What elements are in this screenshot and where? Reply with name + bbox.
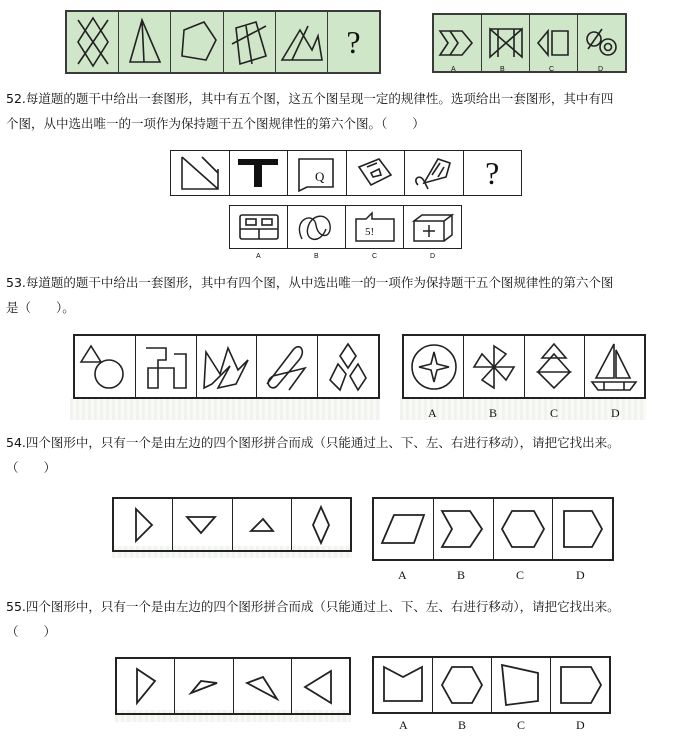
q55-text-line1: 55.四个图形中，只有一个是由左边的四个图形拼合而成（只能通过上、下、左、右进行移动），请把它找出来。	[6, 599, 620, 614]
q55-text-line2: （ ）	[6, 624, 57, 639]
q51-options-strip	[432, 13, 627, 73]
q52-figure-3-text: Q	[314, 169, 325, 184]
q54-options-strip	[372, 497, 614, 561]
q53-options-strip	[402, 334, 646, 399]
q54-text-line2: （ ）	[6, 460, 57, 475]
q51-question-cell	[327, 12, 379, 72]
q55-options-strip	[372, 656, 611, 714]
q52-question-text	[6, 86, 694, 136]
q51-figure-3	[170, 12, 222, 72]
q54-piece-1	[114, 499, 172, 550]
q51-question-mark: ?	[346, 23, 361, 60]
q55-option-a[interactable]	[374, 658, 432, 712]
q51-option-b[interactable]	[481, 15, 529, 71]
q53-figure-3	[196, 336, 257, 397]
q55-question-text	[6, 594, 694, 644]
q52-option-c[interactable]	[345, 206, 403, 248]
q55-option-b[interactable]	[432, 658, 491, 712]
q51-figure-2	[118, 12, 170, 72]
q54-text-line1: 54.四个图形中，只有一个是由左边的四个图形拼合而成（只能通过上、下、左、右进行移动），请把它找出来。	[6, 435, 620, 450]
q54-option-a[interactable]	[374, 499, 433, 559]
q53-option-c[interactable]	[524, 336, 584, 397]
q52-question-mark: ?	[485, 154, 500, 191]
q52-options-strip	[229, 205, 462, 249]
q51-label-c: C	[549, 66, 555, 73]
q55-piece-1	[117, 659, 174, 713]
q53-figure-4	[256, 336, 317, 397]
q53-figure-5	[317, 336, 378, 397]
q53-text-line2: 是（ ）。	[6, 300, 75, 315]
q52-option-b[interactable]	[287, 206, 345, 248]
q52-figure-2	[229, 151, 288, 195]
q53-option-d[interactable]	[584, 336, 644, 397]
q55-label-d: D	[576, 718, 585, 732]
q51-option-d[interactable]	[577, 15, 625, 71]
q55-piece-4	[291, 659, 349, 713]
q51-label-d: D	[598, 66, 604, 73]
q53-figure-2	[135, 336, 196, 397]
q53-option-a[interactable]	[404, 336, 463, 397]
q52-question-strip	[170, 150, 522, 196]
q53-question-text	[6, 270, 694, 320]
q53-label-a: A	[428, 406, 437, 420]
scan-artifact	[70, 398, 380, 420]
q54-question-strip	[112, 497, 352, 552]
q52-option-d[interactable]	[403, 206, 461, 248]
q52-question-cell	[463, 151, 522, 195]
q53-text-line1: 53.每道题的题干中给出一套图形，其中有四个图，从中选出唯一的一项作为保持题干五个图规律性的第六个图	[6, 275, 614, 290]
q53-option-b[interactable]	[463, 336, 523, 397]
q51-question-strip	[65, 10, 381, 74]
q55-piece-2	[174, 659, 232, 713]
q53-label-b: B	[489, 406, 498, 420]
q53-label-c: C	[550, 406, 559, 420]
q52-figure-4	[346, 151, 405, 195]
q51-option-c[interactable]	[529, 15, 577, 71]
q55-label-c: C	[517, 718, 526, 732]
q52-label-c: C	[372, 253, 378, 260]
q51-figure-5	[275, 12, 327, 72]
q54-piece-2	[172, 499, 231, 550]
q52-label-a: A	[256, 253, 261, 260]
q52-text-line1: 52.每道题的题干中给出一套图形，其中有五个图，这五个图呈现一定的规律性。选项给出一套图形，其中有四	[6, 91, 614, 106]
q55-piece-3	[233, 659, 291, 713]
q54-piece-4	[291, 499, 350, 550]
q54-label-b: B	[457, 568, 466, 582]
q52-figure-5	[404, 151, 463, 195]
q54-label-a: A	[398, 568, 407, 582]
q52-option-a[interactable]	[230, 206, 287, 248]
q54-question-text	[6, 430, 694, 480]
q52-figure-1	[171, 151, 229, 195]
q54-label-c: C	[516, 568, 525, 582]
q52-option-c-text: 5!	[364, 226, 374, 238]
q53-label-d: D	[611, 406, 620, 420]
q55-label-a: A	[399, 718, 408, 732]
q52-label-b: B	[314, 253, 319, 260]
q52-text-line2: 个图，从中选出唯一的一项作为保持题干五个图规律性的第六个图。（ ）	[6, 116, 425, 131]
q55-question-strip	[115, 657, 351, 715]
q55-label-b: B	[458, 718, 467, 732]
q54-option-b[interactable]	[433, 499, 493, 559]
q51-label-b: B	[500, 66, 505, 73]
q52-figure-3	[287, 151, 346, 195]
q51-label-a: A	[451, 66, 456, 73]
q53-figure-1	[75, 336, 135, 397]
q54-option-d[interactable]	[552, 499, 612, 559]
q55-option-c[interactable]	[491, 658, 550, 712]
q52-label-d: D	[430, 253, 436, 260]
q51-option-a[interactable]	[434, 15, 481, 71]
q54-piece-3	[232, 499, 291, 550]
q55-option-d[interactable]	[550, 658, 609, 712]
q54-label-d: D	[576, 568, 585, 582]
q51-figure-4	[223, 12, 275, 72]
q51-figure-1	[67, 12, 118, 72]
q54-option-c[interactable]	[493, 499, 553, 559]
q53-question-strip	[73, 334, 380, 399]
